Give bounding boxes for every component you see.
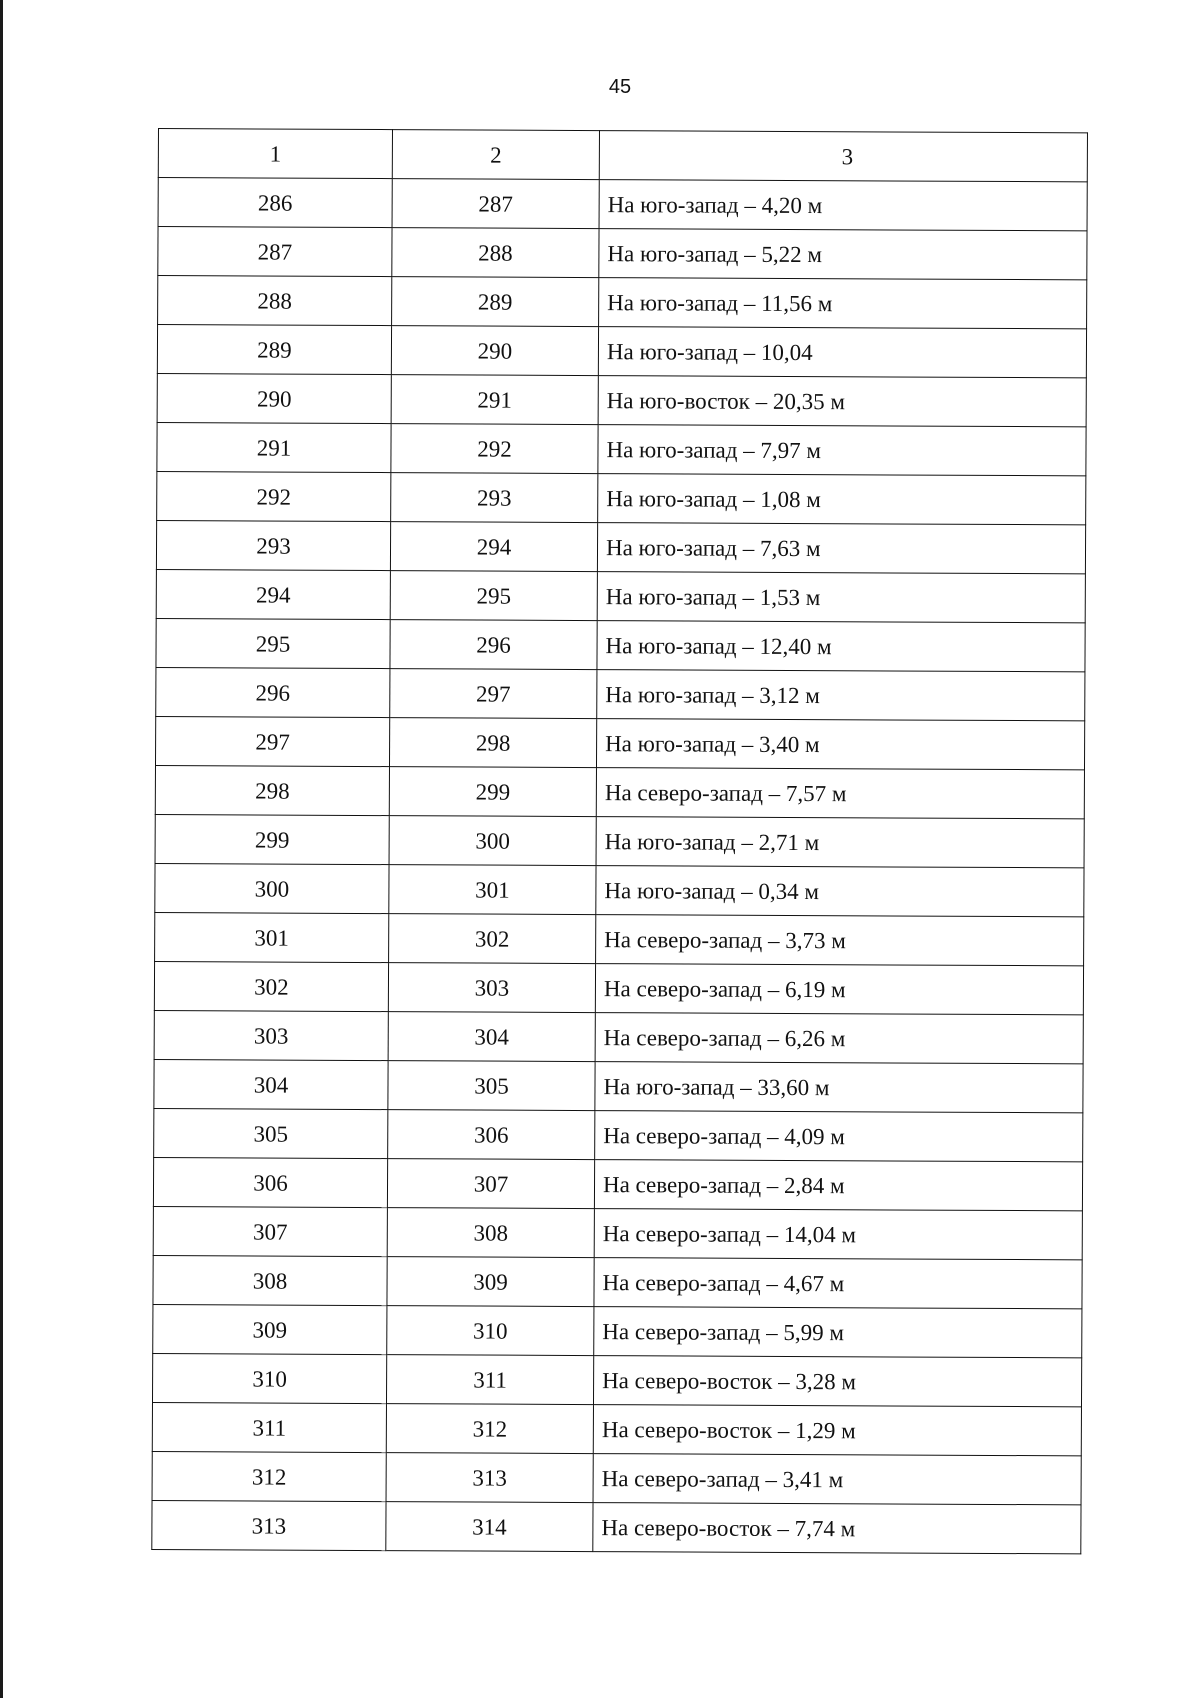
- point-number-cell: 307: [387, 1159, 594, 1209]
- point-number-cell: 293: [156, 520, 390, 570]
- direction-cell: На юго-запад – 33,60 м: [595, 1062, 1083, 1113]
- point-number-cell: 308: [153, 1255, 387, 1305]
- point-number-cell: 300: [155, 863, 389, 913]
- point-number-cell: 304: [388, 1012, 595, 1062]
- point-number-cell: 288: [158, 276, 392, 326]
- point-number-cell: 298: [389, 718, 596, 768]
- point-number-cell: 312: [152, 1451, 386, 1501]
- point-number-cell: 298: [155, 765, 389, 815]
- direction-cell: На северо-запад – 3,41 м: [593, 1454, 1081, 1505]
- direction-cell: На северо-запад – 4,09 м: [595, 1111, 1083, 1162]
- direction-cell: На юго-запад – 12,40 м: [597, 621, 1085, 672]
- point-number-cell: 302: [154, 961, 388, 1011]
- point-number-cell: 313: [152, 1500, 386, 1550]
- point-number-cell: 306: [388, 1110, 595, 1160]
- point-number-cell: 299: [389, 767, 596, 817]
- point-number-cell: 314: [386, 1502, 593, 1552]
- table-row: [158, 178, 1087, 231]
- table-row: [156, 569, 1085, 622]
- table-row: [158, 227, 1087, 280]
- point-number-cell: 293: [391, 473, 598, 523]
- table-row: [155, 863, 1084, 916]
- point-number-cell: 287: [392, 179, 599, 229]
- point-number-cell: 312: [386, 1404, 593, 1454]
- table-row: [154, 961, 1083, 1014]
- point-number-cell: 300: [389, 816, 596, 866]
- direction-cell: На северо-восток – 1,29 м: [593, 1405, 1081, 1456]
- table-row: [153, 1304, 1082, 1357]
- direction-cell: На юго-запад – 3,40 м: [596, 719, 1084, 770]
- point-number-cell: 301: [389, 865, 596, 915]
- table-row: [155, 912, 1084, 965]
- direction-cell: На юго-запад – 1,53 м: [597, 572, 1085, 623]
- column-header: 2: [392, 130, 599, 180]
- direction-cell: На юго-запад – 11,56 м: [599, 278, 1087, 329]
- point-number-cell: 289: [392, 277, 599, 327]
- table-row: [157, 422, 1086, 475]
- direction-cell: На северо-запад – 7,57 м: [596, 768, 1084, 819]
- point-number-cell: 291: [391, 375, 598, 425]
- point-number-cell: 290: [157, 373, 391, 423]
- point-number-cell: 297: [155, 716, 389, 766]
- table-body: [152, 129, 1088, 1554]
- table-row: [154, 1108, 1083, 1161]
- point-number-cell: 313: [386, 1453, 593, 1503]
- point-number-cell: 287: [158, 227, 392, 277]
- point-number-cell: 309: [387, 1257, 594, 1307]
- point-number-cell: 311: [386, 1355, 593, 1405]
- point-number-cell: 303: [388, 963, 595, 1013]
- point-number-cell: 307: [153, 1206, 387, 1256]
- direction-cell: На юго-запад – 3,12 м: [597, 670, 1085, 721]
- point-number-cell: 294: [156, 569, 390, 619]
- direction-cell: На северо-запад – 6,19 м: [595, 964, 1083, 1015]
- point-number-cell: 295: [156, 618, 390, 668]
- table-row: [152, 1353, 1081, 1406]
- direction-cell: На юго-восток – 20,35 м: [598, 376, 1086, 427]
- point-number-cell: 296: [156, 667, 390, 717]
- table-row: [154, 1059, 1083, 1112]
- direction-cell: На юго-запад – 0,34 м: [596, 866, 1084, 917]
- direction-cell: На юго-запад – 5,22 м: [599, 229, 1087, 280]
- direction-cell: На юго-запад – 4,20 м: [599, 180, 1087, 231]
- point-number-cell: 292: [157, 471, 391, 521]
- table-header-row: [158, 129, 1087, 182]
- point-number-cell: 296: [390, 620, 597, 670]
- direction-cell: На юго-запад – 2,71 м: [596, 817, 1084, 868]
- direction-cell: На северо-восток – 7,74 м: [593, 1503, 1081, 1554]
- point-number-cell: 305: [388, 1061, 595, 1111]
- table-row: [157, 471, 1086, 524]
- point-number-cell: 301: [155, 912, 389, 962]
- direction-cell: На северо-запад – 6,26 м: [595, 1013, 1083, 1064]
- table-row: [152, 1500, 1081, 1553]
- table-row: [156, 667, 1085, 720]
- table-row: [158, 276, 1087, 329]
- direction-cell: На северо-запад – 4,67 м: [594, 1258, 1082, 1309]
- table-row: [152, 1451, 1081, 1504]
- direction-cell: На северо-запад – 3,73 м: [596, 915, 1084, 966]
- point-number-cell: 310: [152, 1353, 386, 1403]
- column-header: 3: [599, 131, 1087, 182]
- point-number-cell: 299: [155, 814, 389, 864]
- point-number-cell: 292: [391, 424, 598, 474]
- table-row: [153, 1255, 1082, 1308]
- direction-cell: На юго-запад – 10,04: [598, 327, 1086, 378]
- direction-cell: На юго-запад – 7,97 м: [598, 425, 1086, 476]
- point-number-cell: 291: [157, 422, 391, 472]
- direction-cell: На северо-запад – 5,99 м: [594, 1307, 1082, 1358]
- table-row: [156, 618, 1085, 671]
- point-number-cell: 303: [154, 1010, 388, 1060]
- point-number-cell: 295: [390, 571, 597, 621]
- point-number-cell: 286: [158, 178, 392, 228]
- direction-cell: На северо-восток – 3,28 м: [593, 1356, 1081, 1407]
- table-row: [155, 716, 1084, 769]
- table-row: [152, 1402, 1081, 1455]
- point-number-cell: 305: [154, 1108, 388, 1158]
- direction-cell: На северо-запад – 2,84 м: [594, 1160, 1082, 1211]
- point-number-cell: 309: [153, 1304, 387, 1354]
- table-row: [157, 325, 1086, 378]
- direction-cell: На юго-запад – 7,63 м: [597, 523, 1085, 574]
- scan-left-edge: [0, 0, 3, 1698]
- table-row: [154, 1010, 1083, 1063]
- point-number-cell: 311: [152, 1402, 386, 1452]
- direction-cell: На северо-запад – 14,04 м: [594, 1209, 1082, 1260]
- point-number-cell: 306: [153, 1157, 387, 1207]
- point-number-cell: 289: [157, 325, 391, 375]
- coordinates-table: [151, 128, 1088, 1554]
- table-row: [155, 765, 1084, 818]
- point-number-cell: 297: [390, 669, 597, 719]
- point-number-cell: 288: [392, 228, 599, 278]
- column-header: 1: [158, 129, 392, 179]
- table-row: [153, 1157, 1082, 1210]
- point-number-cell: 308: [387, 1208, 594, 1258]
- point-number-cell: 310: [387, 1306, 594, 1356]
- direction-cell: На юго-запад – 1,08 м: [598, 474, 1086, 525]
- table-row: [155, 814, 1084, 867]
- table-row: [156, 520, 1085, 573]
- point-number-cell: 304: [154, 1059, 388, 1109]
- point-number-cell: 294: [390, 522, 597, 572]
- table-row: [157, 373, 1086, 426]
- table-row: [153, 1206, 1082, 1259]
- point-number-cell: 302: [389, 914, 596, 964]
- page-number: 45: [608, 76, 632, 98]
- point-number-cell: 290: [391, 326, 598, 376]
